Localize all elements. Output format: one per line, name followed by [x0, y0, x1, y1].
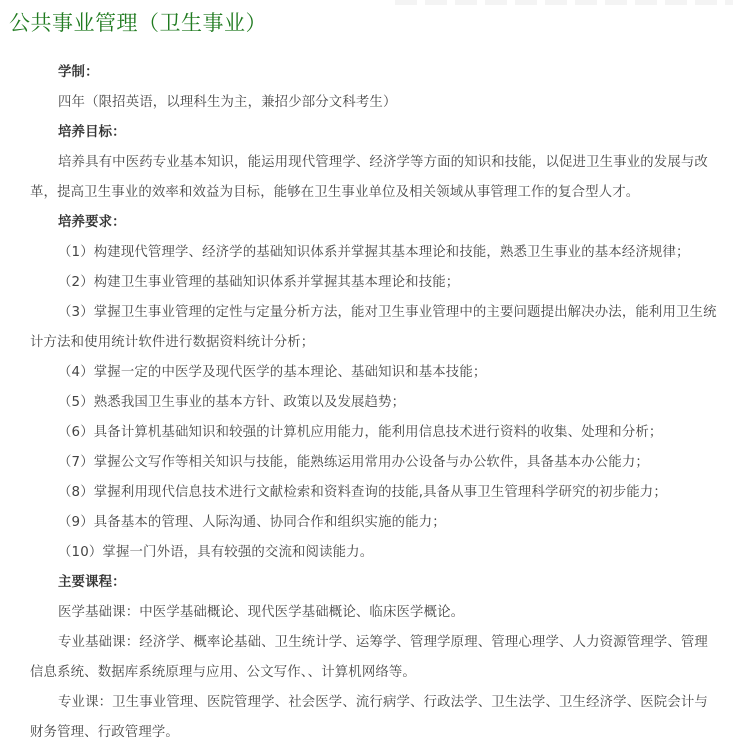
course-item-professional-basics: 专业基础课：经济学、概率论基础、卫生统计学、运筹学、管理学原理、管理心理学、人力资源管理学、管理信息系统、数据库系统原理与应用、公文写作、、计算机网络等。: [30, 635, 708, 680]
requirement-item: （2）构建卫生事业管理的基础知识体系并掌握其基本理论和技能；: [58, 275, 460, 290]
requirement-item: （8）掌握利用现代信息技术进行文献检索和资料查询的技能,具备从事卫生管理科学研究的初步能力；: [58, 485, 667, 500]
section-heading-objective: 培养目标：: [58, 125, 126, 140]
requirement-item: （7）掌握公文写作等相关知识与技能，能熟练运用常用办公设备与办公软件，具备基本办公能力；: [58, 455, 649, 470]
requirement-item: （9）具备基本的管理、人际沟通、协同合作和组织实施的能力；: [58, 515, 446, 530]
page-title: 公共事业管理（卫生事业）: [9, 11, 267, 35]
faint-header-strip: [395, 0, 733, 5]
requirement-item: （6）具备计算机基础知识和较强的计算机应用能力，能利用信息技术进行资料的收集、处理和分析；: [58, 425, 663, 440]
section-heading-courses: 主要课程：: [58, 575, 126, 590]
course-item-medical-basics: 医学基础课：中医学基础概论、现代医学基础概论、临床医学概论。: [58, 605, 465, 620]
requirement-item: （5）熟悉我国卫生事业的基本方针、政策以及发展趋势；: [58, 395, 406, 410]
requirement-item: （1）构建现代管理学、经济学的基础知识体系并掌握其基本理论和技能，熟悉卫生事业的基本经济规律；: [58, 245, 690, 260]
section-heading-requirements: 培养要求：: [58, 215, 126, 230]
course-item-professional: 专业课：卫生事业管理、医院管理学、社会医学、流行病学、行政法学、卫生法学、卫生经济学、医院会计与财务管理、行政管理学。: [30, 695, 708, 740]
section-heading-duration: 学制：: [58, 65, 99, 80]
duration-text: 四年（限招英语，以理科生为主，兼招少部分文科考生）: [58, 95, 397, 110]
objective-text: 培养具有中医药专业基本知识，能运用现代管理学、经济学等方面的知识和技能，以促进卫生事业的发展与改革，提高卫生事业的效率和效益为目标，能够在卫生事业单位及相关领域从事管理工作的复合型人才。: [30, 155, 708, 200]
requirement-item: （3）掌握卫生事业管理的定性与定量分析方法，能对卫生事业管理中的主要问题提出解决办法，能利用卫生统计方法和使用统计软件进行数据资料统计分析；: [30, 305, 717, 350]
article-body: [30, 58, 718, 748]
requirement-item: （4）掌握一定的中医学及现代医学的基本理论、基础知识和基本技能；: [58, 365, 487, 380]
requirement-item: （10）掌握一门外语，具有较强的交流和阅读能力。: [58, 545, 374, 560]
